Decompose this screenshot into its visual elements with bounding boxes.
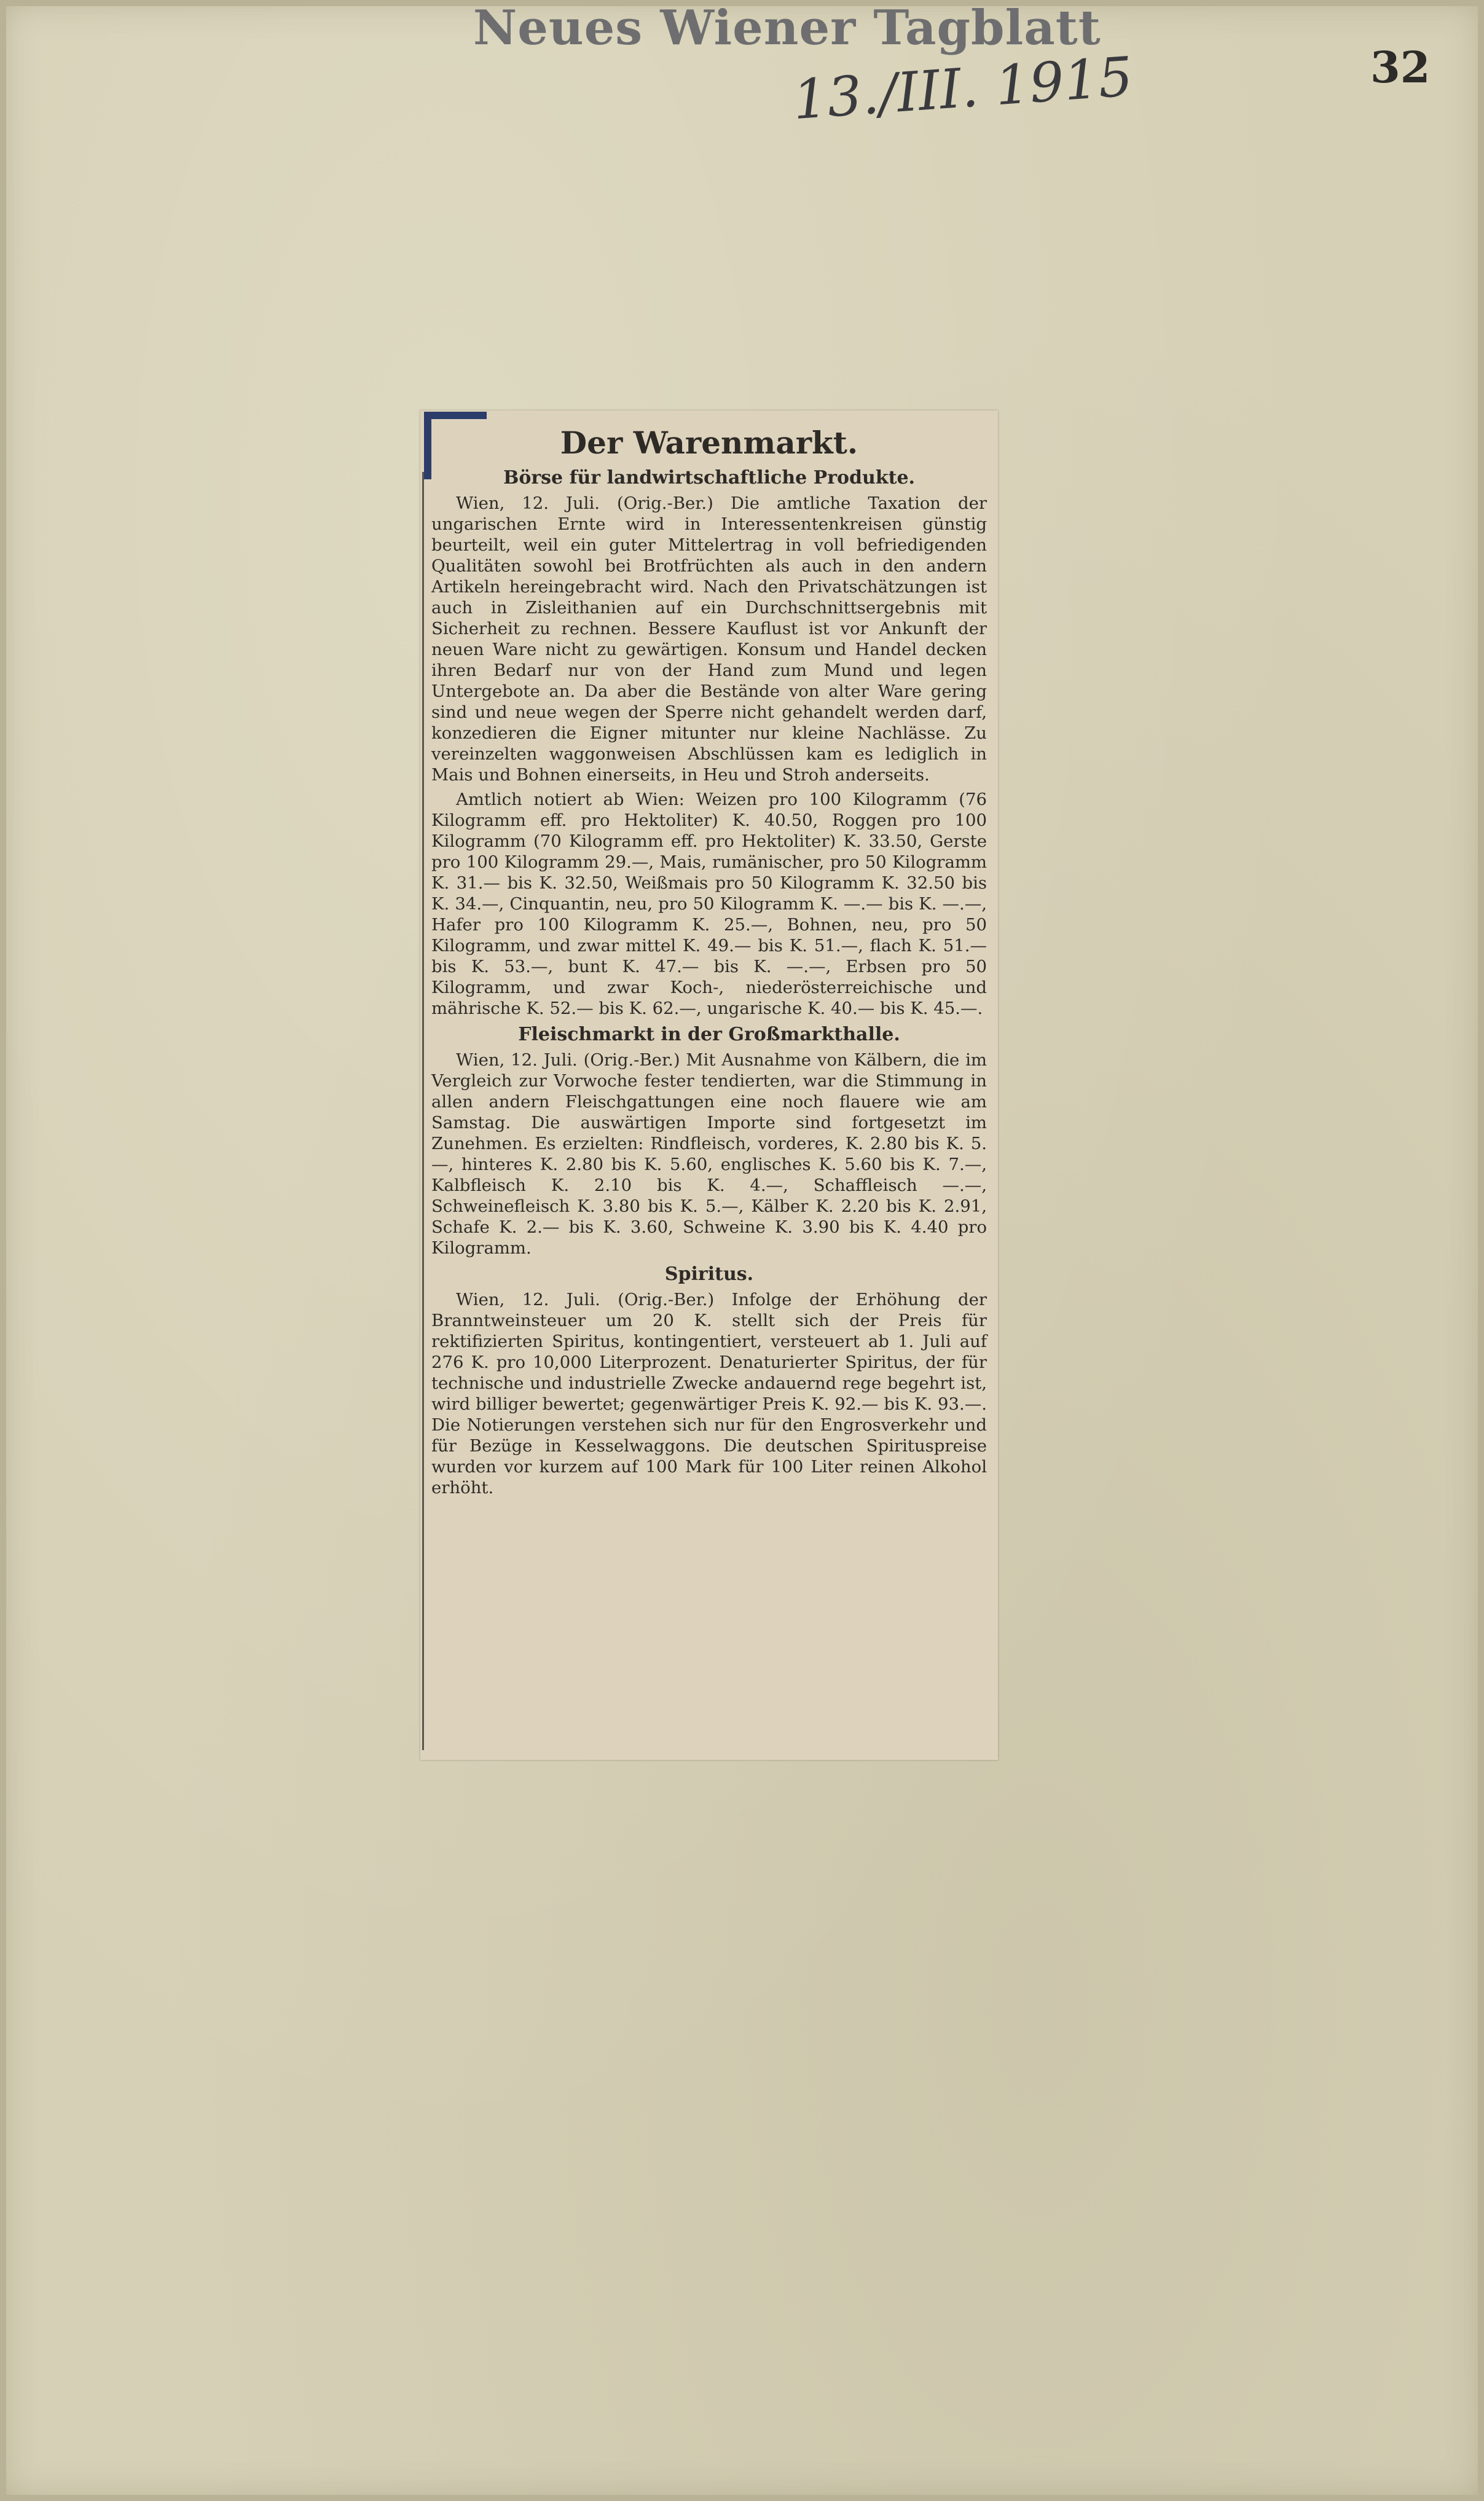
newspaper-masthead: Neues Wiener Tagblatt — [473, 0, 1101, 56]
handwritten-date: 13./III. 1915 — [791, 44, 1135, 132]
section-heading: Börse für landwirtschaftliche Produkte. — [503, 467, 915, 489]
newspaper-clipping — [420, 410, 998, 1760]
paragraph: Wien, 12. Juli. (Orig.-Ber.) Die amtliche Taxation der ungarischen Ernte wird in Interessentenkreisen günstig beurteilt, weil ein guter Mittelertrag in voll befriedigenden Qualitäten sowohl bei Brotfrüchten als auch in den andern Artikeln hereingebracht wird. Nach den Privatschätzungen ist auch in Zisleithanien auf ein Durchschnittsergebnis mit Sicherheit zu rechnen. Bessere Kauflust ist vor Ankunft der neuen Ware nicht zu gewärtigen. Konsum und Handel decken ihren Bedarf nur von der Hand zum Mund und legen Untergebote an. Da aber die Bestände von alter Ware gering sind und neue wegen der Sperre nicht gehandelt werden darf, konzedieren die Eigner mitunter nur kleine Nachlässe. Zu vereinzelten waggonweisen Abschlüssen kam es lediglich in Mais und Bohnen einerseits, in Heu und Stroh anderseits. — [431, 493, 987, 785]
section-fleischmarkt — [431, 1023, 987, 1258]
section-boerse — [431, 466, 987, 1019]
bracket-mark — [424, 412, 487, 479]
page-number: 32 — [1370, 42, 1431, 93]
section-heading: Fleischmarkt in der Großmarkthalle. — [518, 1024, 900, 1045]
section-heading: Spiritus. — [664, 1263, 754, 1285]
column-rule — [422, 472, 424, 1750]
paragraph: Wien, 12. Juli. (Orig.-Ber.) Mit Ausnahme von Kälbern, die im Vergleich zur Vorwoche fester tendierten, war die Stimmung in allen andern Fleischgattungen eine noch flauere wie am Samstag. Die auswärtigen Importe sind fortgesetzt im Zunehmen. Es erzielten: Rindfleisch, vorderes, K. 2.80 bis K. 5.—, hinteres K. 2.80 bis K. 5.60, englisches K. 5.60 bis K. 7.—, Kalbfleisch K. 2.10 bis K. 4.—, Schaffleisch —.—, Schweinefleisch K. 3.80 bis K. 5.—, Kälber K. 2.20 bis K. 2.91, Schafe K. 2.— bis K. 3.60, Schweine K. 3.90 bis K. 4.40 pro Kilogramm. — [431, 1050, 987, 1258]
article-title: Der Warenmarkt. — [560, 425, 858, 461]
section-spiritus — [431, 1262, 987, 1498]
paragraph: Amtlich notiert ab Wien: Weizen pro 100 Kilogramm (76 Kilogramm eff. pro Hektoliter) K. 40.50, Roggen pro 100 Kilogramm (70 Kilogramm eff. pro Hektoliter) K. 33.50, Gerste pro 100 Kilogramm 29.—, Mais, rumänischer, pro 50 Kilogramm K. 31.— bis K. 32.50, Weißmais pro 50 Kilogramm K. 32.50 bis K. 34.—, Cinquantin, neu, pro 50 Kilogramm K. —.— bis K. —.—, Hafer pro 100 Kilogramm K. 25.—, Bohnen, neu, pro 50 Kilogramm, und zwar mittel K. 49.— bis K. 51.—, flach K. 51.— bis K. 53.—, bunt K. 47.— bis K. —.—, Erbsen pro 50 Kilogramm, und zwar Koch-, niederösterreichische und mährische K. 52.— bis K. 62.—, ungarische K. 40.— bis K. 45.—. — [431, 790, 987, 1018]
paragraph: Wien, 12. Juli. (Orig.-Ber.) Infolge der Erhöhung der Branntweinsteuer um 20 K. stellt sich der Preis für rektifizierten Spiritus, kontingentiert, versteuert ab 1. Juli auf 276 K. pro 10,000 Literprozent. Denaturierter Spiritus, der für technische und industrielle Zwecke andauernd rege begehrt ist, wird billiger bewertet; gegenwärtiger Preis K. 92.— bis K. 93.—. Die Notierungen verstehen sich nur für den Engrosverkehr und für Bezüge in Kesselwaggons. Die deutschen Spirituspreise wurden vor kurzem auf 100 Mark für 100 Liter reinen Alkohol erhöht. — [431, 1290, 987, 1498]
